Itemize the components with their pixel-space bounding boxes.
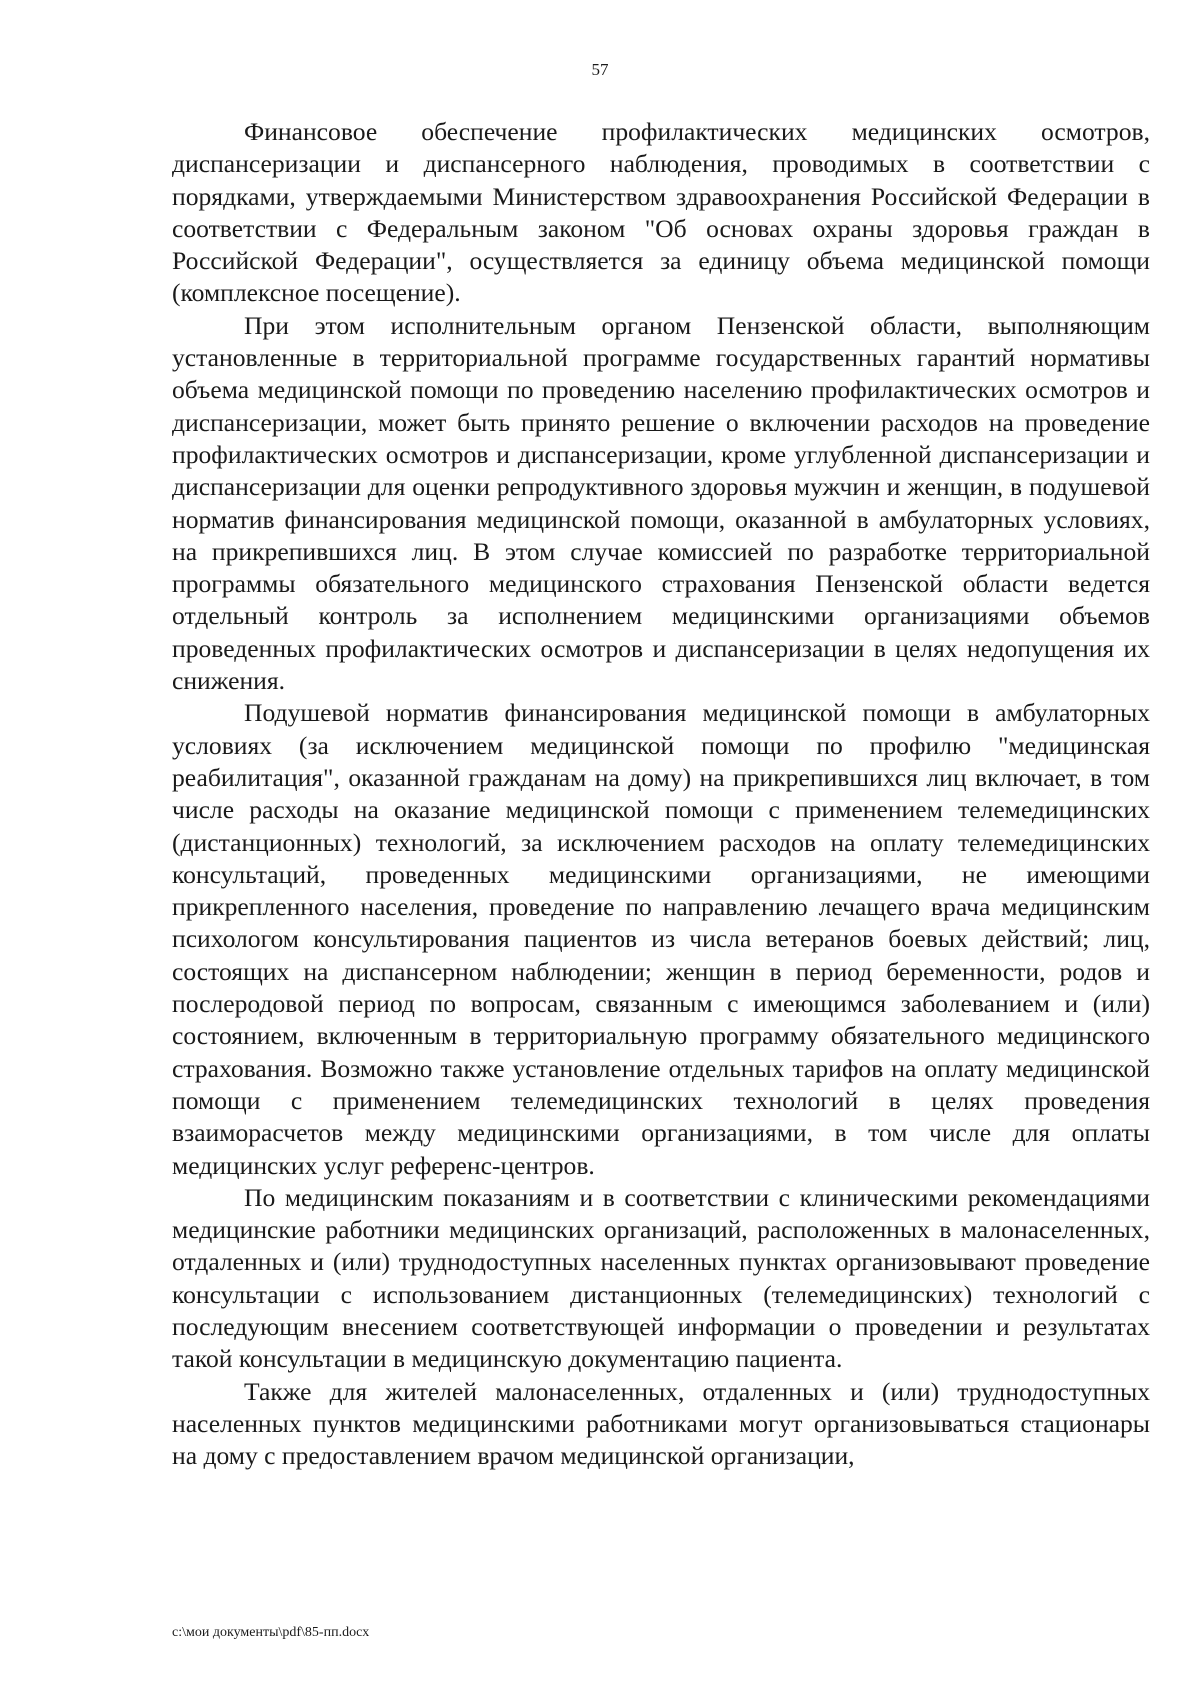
paragraph-executive-body: При этом исполнительным органом Пензенской области, выполняющим установленные в территориальной программе государственных гарантий нормативы объема медицинской помощи по проведению населению профилактических осмотров и диспансеризации, может быть принято решение о включении расходов на проведение профилактических осмотров и диспансеризации, кроме углубленной диспансеризации и диспансеризации для оценки репродуктивного здоровья мужчин и женщин, в подушевой норматив финансирования медицинской помощи, оказанной в амбулаторных условиях, на прикрепившихся лиц. В этом случае комиссией по разработке территориальной программы обязательного медицинского страхования Пензенской области ведется отдельный контроль за исполнением медицинскими организациями объемов проведенных профилактических осмотров и диспансеризации в целях недопущения их снижения. <box>172 310 1150 696</box>
paragraph-per-capita-norm: Подушевой норматив финансирования медицинской помощи в амбулаторных условиях (за исключением медицинской помощи по профилю "медицинская реабилитация", оказанной гражданам на дому) на прикрепившихся лиц включает, в том числе расходы на оказание медицинской помощи с применением телемедицинских (дистанционных) технологий, за исключением расходов на оплату телемедицинских консультаций, проведенных медицинскими организациями, не имеющими прикрепленного населения, проведение по направлению лечащего врача медицинским психологом консультирования пациентов из числа ветеранов боевых действий; лиц, состоящих на диспансерном наблюдении; женщин в период беременности, родов и послеродовой период по вопросам, связанным с имеющимся заболеванием и (или) состоянием, включенным в территориальную программу обязательного медицинского страхования. Возможно также установление отдельных тарифов на оплату медицинской помощи с применением телемедицинских технологий в целях проведения взаиморасчетов между медицинскими организациями, в том числе для оплаты медицинских услуг референс-центров. <box>172 698 1150 1180</box>
page-number: 57 <box>591 60 609 79</box>
document-body <box>172 116 1150 1472</box>
paragraph-financing: Финансовое обеспечение профилактических медицинских осмотров, диспансеризации и диспансерного наблюдения, проводимых в соответствии с порядками, утверждаемыми Министерством здравоохранения Российской Федерации в соответствии с Федеральным законом "Об основах охраны здоровья граждан в Российской Федерации", осуществляется за единицу объема медицинской помощи (комплексное посещение). <box>172 117 1150 308</box>
paragraph-medical-indications: По медицинским показаниям и в соответствии с клиническими рекомендациями медицинские работники медицинских организаций, расположенных в малонаселенных, отдаленных и (или) труднодоступных населенных пунктах организовывают проведение консультации с использованием дистанционных (телемедицинских) технологий с последующим внесением соответствующей информации о проведении и результатах такой консультации в медицинскую документацию пациента. <box>172 1182 1150 1374</box>
paragraph-remote-settlements: Также для жителей малонаселенных, отдаленных и (или) труднодоступных населенных пунктов медицинскими работниками могут организовываться стационары на дому с предоставлением врачом медицинской организации, <box>172 1376 1150 1471</box>
footer-file-path: c:\мои документы\pdf\85-пп.docx <box>172 1625 370 1640</box>
